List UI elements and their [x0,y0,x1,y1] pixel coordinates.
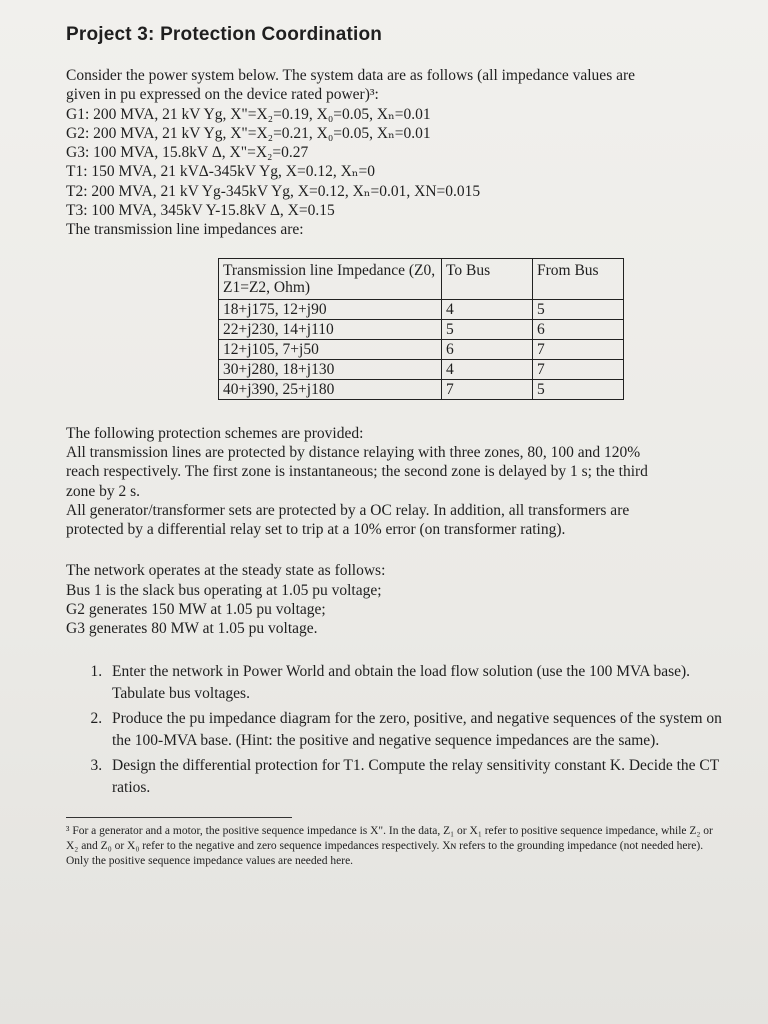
steady-g2: G2 generates 150 MW at 1.05 pu voltage; [66,601,326,619]
protection-oc-line-2: protected by a differential relay set to trip at a 10% error (on transformer rating). [66,521,566,539]
device-t2: T2: 200 MVA, 21 kV Yg-345kV Yg, X=0.12, Xₙ=0.01, XN=0.015 [66,182,481,200]
cell-from-bus: 6 [533,319,624,339]
header-impedance: Transmission line Impedance (Z0, Z1=Z2, Ohm) [219,258,442,299]
protection-heading: The following protection schemes are provided: [66,424,364,442]
footnote-divider [66,817,292,818]
cell-to-bus: 4 [442,359,533,379]
protection-distance-line-1: All transmission lines are protected by distance relaying with three zones, 80, 100 and 120% [66,443,641,461]
table-row [219,319,624,339]
steady-bus1: Bus 1 is the slack bus operating at 1.05 pu voltage; [66,581,382,599]
transmission-line-table [218,258,624,400]
cell-impedance: 12+j105, 7+j50 [219,339,442,359]
footnote: ³ For a generator and a motor, the positive sequence impedance is X". In the data, Z₁ or X₁ refer to positive sequence impedance, while Z₂ or X₂ and Z₀ or X₀ refer to the negative and zero sequence impedances respectively. Xɴ refers to the grounding impedance (not needed here). Only the positive sequence impedance values are needed here. [66,824,713,867]
cell-to-bus: 5 [442,319,533,339]
page-title: Project 3: Protection Coordination [66,24,383,45]
task-item: 3. Design the differential protection for T1. Compute the relay sensitivity constant K. Decide the CT ratios. [106,755,732,799]
steady-heading: The network operates at the steady state as follows: [66,562,386,580]
steady-g3: G3 generates 80 MW at 1.05 pu voltage. [66,620,318,638]
task-item: 1. Enter the network in Power World and obtain the load flow solution (use the 100 MVA base). Tabulate bus voltages. [106,661,732,705]
table-row [219,299,624,319]
cell-to-bus: 4 [442,299,533,319]
protection-schemes-section [66,424,732,540]
device-g2: G2: 200 MVA, 21 kV Yg, X"=X₂=0.21, X₀=0.05, Xₙ=0.01 [66,124,431,142]
task-list [66,661,732,799]
steady-state-section [66,561,732,638]
table-row [219,339,624,359]
header-from-bus: From Bus [533,258,624,299]
intro-line-1: Consider the power system below. The system data are as follows (all impedance values are [66,67,636,84]
cell-from-bus: 7 [533,359,624,379]
task-item: 2. Produce the pu impedance diagram for the zero, positive, and negative sequences of the system on the 100-MVA base. (Hint: the positive and negative sequence impedances are the same). [106,708,732,752]
device-data-list [66,105,732,221]
device-t1: T1: 150 MVA, 21 kVΔ-345kV Yg, X=0.12, Xₙ=0 [66,163,376,181]
cell-from-bus: 5 [533,379,624,399]
device-g3: G3: 100 MVA, 15.8kV Δ, X"=X₂=0.27 [66,144,309,162]
cell-to-bus: 6 [442,339,533,359]
table-row [219,359,624,379]
cell-from-bus: 7 [533,339,624,359]
device-t3: T3: 100 MVA, 345kV Y-15.8kV Δ, X=0.15 [66,202,335,220]
protection-distance-line-3: zone by 2 s. [66,482,141,500]
table-header-row [219,258,624,299]
cell-to-bus: 7 [442,379,533,399]
protection-distance-line-2: reach respectively. The first zone is instantaneous; the second zone is delayed by 1 s; the third [66,463,648,481]
cell-impedance: 22+j230, 14+j110 [219,319,442,339]
device-g1: G1: 200 MVA, 21 kV Yg, X"=X₂=0.19, X₀=0.05, Xₙ=0.01 [66,105,431,123]
cell-impedance: 40+j390, 25+j180 [219,379,442,399]
table-row [219,379,624,399]
line-impedance-intro: The transmission line impedances are: [66,221,304,239]
cell-impedance: 30+j280, 18+j130 [219,359,442,379]
protection-oc-line-1: All generator/transformer sets are protected by a OC relay. In addition, all transformers are [66,501,630,519]
intro-line-2: given in pu expressed on the device rated power)³: [66,86,379,104]
header-to-bus: To Bus [442,258,533,299]
cell-from-bus: 5 [533,299,624,319]
cell-impedance: 18+j175, 12+j90 [219,299,442,319]
